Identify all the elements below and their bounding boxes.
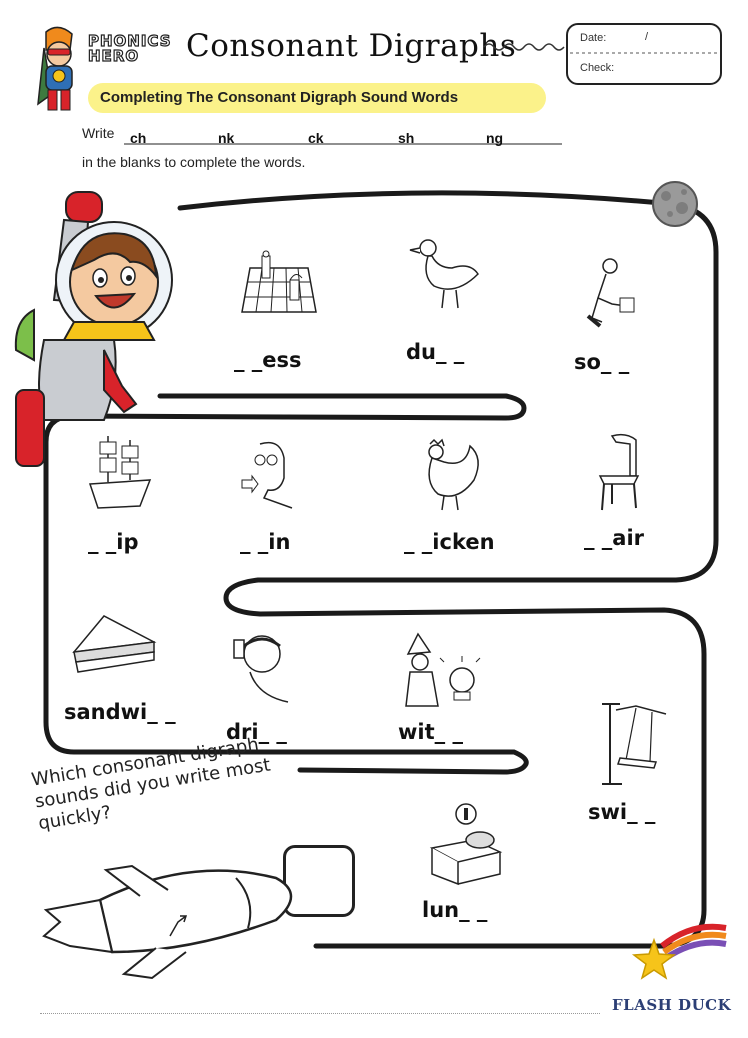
word-witch: wit_ _ [398, 720, 463, 744]
word-duck: du_ _ [406, 340, 465, 364]
word-chair: _ _air [584, 526, 645, 550]
astronaut-hero-icon [4, 190, 174, 470]
chicken-icon [414, 438, 486, 514]
digraph-ng: ng [486, 130, 504, 146]
swing-icon [596, 700, 670, 786]
sock-icon [582, 256, 638, 332]
reflection-question: Which consonant digraph sounds did you write most quickly? [30, 734, 272, 835]
subtitle: Completing The Consonant Digraph Sound Words [100, 89, 459, 106]
sandwich-icon [70, 612, 158, 676]
word-chicken: _ _icken [404, 530, 495, 554]
word-lunch: lun_ _ [422, 898, 488, 922]
check-label: Check: [580, 62, 615, 74]
logo-line1: PHONICS [88, 32, 172, 50]
instructions-text: in the blanks to complete the words. [82, 154, 306, 170]
page-title: Consonant Digraphs [186, 28, 517, 64]
word-sock: so_ _ [574, 350, 630, 374]
word-sandwich: sandwi_ _ [64, 700, 176, 724]
digraph-nk: nk [218, 130, 235, 146]
word-ship: _ _ip [88, 530, 139, 554]
write-label: Write [82, 125, 115, 141]
witch-icon [404, 632, 484, 708]
word-drink: dri_ _ [226, 720, 287, 744]
drink-icon [228, 626, 302, 706]
word-chess: _ _ess [234, 348, 302, 372]
duck-icon [408, 234, 486, 314]
digraph-ck: ck [308, 130, 324, 146]
chin-icon [240, 438, 300, 510]
moon-icon [650, 180, 700, 228]
date-separator: / [645, 31, 649, 43]
logo-line2: HERO [88, 47, 140, 65]
lunch-icon [428, 800, 504, 886]
word-swing: swi_ _ [588, 800, 656, 824]
rocket-icon [40, 856, 300, 986]
digraph-sh: sh [398, 130, 415, 146]
ship-icon [86, 432, 154, 512]
digraph-ch: ch [130, 130, 147, 146]
chess-icon [240, 248, 318, 318]
shooting-star-icon [632, 916, 728, 980]
flash-duck-logo: FLASH DUCK [612, 996, 732, 1014]
date-label: Date: [580, 32, 607, 44]
footer-divider [40, 1013, 600, 1014]
word-chin: _ _in [240, 530, 291, 554]
chair-icon [596, 432, 644, 512]
